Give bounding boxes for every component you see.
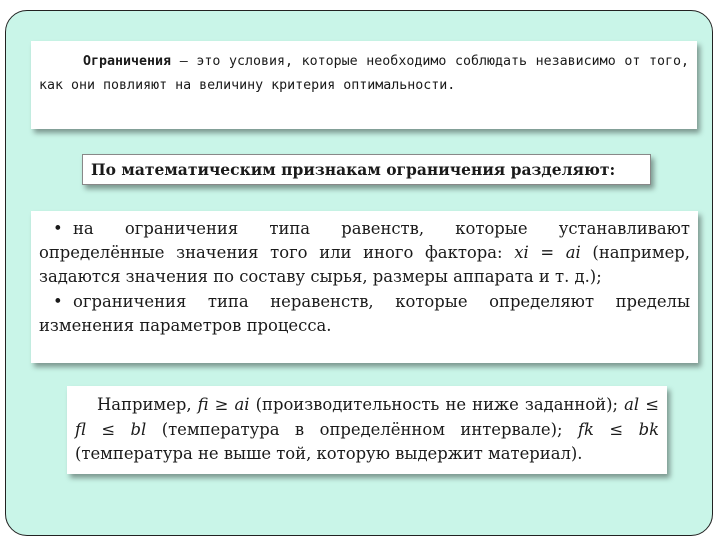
- example-formula-3: fk ≤ bk: [577, 419, 660, 439]
- definition-term: Ограничения: [83, 54, 172, 69]
- example-formula-1: fi ≥ ai: [197, 395, 250, 414]
- example-formula-2: al ≤ fl ≤ bl: [75, 395, 659, 439]
- inequality-text: ограничения типа неравенств, которые определяют пределы изменения параметров процесса.: [39, 291, 690, 335]
- equality-example: (например, задаются значения по составу сырья, размеры аппарата и т. д.);: [39, 243, 691, 287]
- list-item: [39, 290, 690, 338]
- equality-formula: xi = ai: [514, 243, 581, 263]
- equality-text: на ограничения типа равенств, которые устанавливают определённые значения того или иного фактора:: [39, 219, 690, 263]
- constraint-types-list: [31, 211, 698, 363]
- slide-background: [5, 10, 713, 536]
- definition-text: – это условия, которые необходимо соблюдать независимо от того, как они повлияют на величину критерия оптимальности.: [39, 54, 689, 93]
- definition-box: [31, 41, 697, 129]
- example-box: [67, 386, 667, 474]
- classification-heading: По математическим признакам ограничения разделяют:: [82, 154, 651, 185]
- example-text-2: (температура в определённом интервале);: [146, 419, 578, 439]
- bullet-icon: •: [53, 219, 63, 238]
- example-intro: Например,: [97, 395, 198, 414]
- list-item: [39, 217, 690, 290]
- bullet-icon: •: [53, 291, 63, 311]
- example-text-3: (температура не выше той, которую выдержит материал).: [75, 444, 583, 463]
- example-text-1: (производительность не ниже заданной);: [249, 395, 625, 414]
